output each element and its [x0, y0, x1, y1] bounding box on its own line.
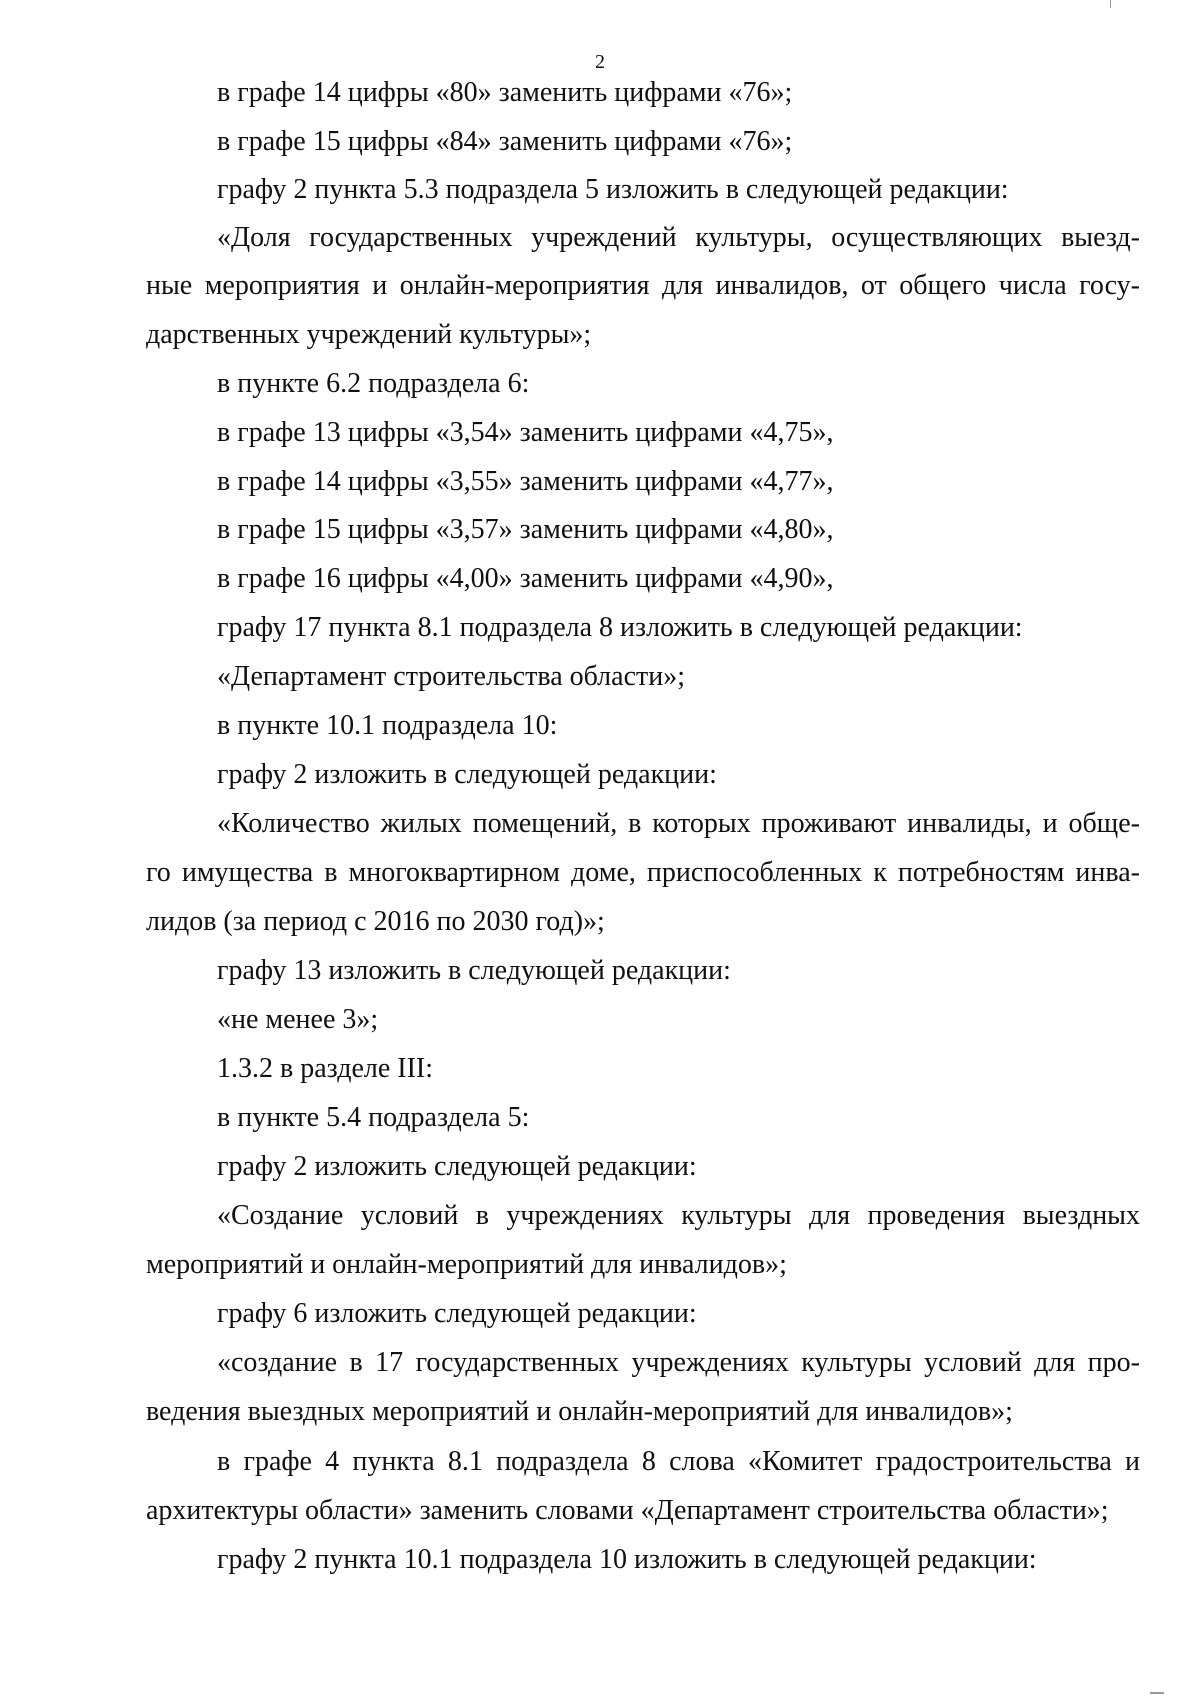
text-line-11: в графе 16 цифры «4,00» заменить цифрами «4,90»,: [217, 563, 834, 594]
text-line-12: графу 17 пункта 8.1 подраздела 8 изложить в следующей редакции:: [217, 612, 1023, 643]
text-line-25: мероприятий и онлайн-мероприятий для инвалидов»;: [146, 1249, 787, 1280]
scan-artifact-bottom-right: [1150, 1692, 1164, 1694]
text-line-16: «Количество жилых помещений, в которых проживают инвалиды, и обще-: [217, 808, 1140, 839]
text-line-2: в графе 15 цифры «84» заменить цифрами «76»;: [217, 126, 793, 157]
text-line-17: го имущества в многоквартирном доме, приспособленных к потребностям инва-: [146, 857, 1140, 888]
scan-artifact-top-right: [1110, 0, 1111, 8]
text-line-28: ведения выездных мероприятий и онлайн-мероприятий для инвалидов»;: [146, 1396, 1013, 1427]
text-line-26: графу 6 изложить следующей редакции:: [217, 1298, 697, 1329]
text-line-31: графу 2 пункта 10.1 подраздела 10 изложить в следующей редакции:: [217, 1544, 1037, 1575]
text-line-24: «Создание условий в учреждениях культуры для проведения выездных: [217, 1200, 1140, 1231]
text-line-27: «создание в 17 государственных учреждениях культуры условий для про-: [217, 1347, 1140, 1378]
text-line-18: лидов (за период с 2016 по 2030 год)»;: [146, 906, 605, 937]
text-line-3: графу 2 пункта 5.3 подраздела 5 изложить в следующей редакции:: [217, 174, 1009, 205]
text-line-15: графу 2 изложить в следующей редакции:: [217, 759, 717, 790]
text-line-9: в графе 14 цифры «3,55» заменить цифрами «4,77»,: [217, 466, 834, 497]
text-line-19: графу 13 изложить в следующей редакции:: [217, 955, 731, 986]
text-line-21: 1.3.2 в разделе III:: [217, 1053, 434, 1084]
text-line-5: ные мероприятия и онлайн-мероприятия для инвалидов, от общего числа госу-: [146, 270, 1140, 301]
text-line-23: графу 2 изложить следующей редакции:: [217, 1151, 697, 1182]
text-line-4: «Доля государственных учреждений культуры, осуществляющих выезд-: [217, 222, 1140, 253]
text-line-1: в графе 14 цифры «80» заменить цифрами «76»;: [217, 77, 793, 108]
text-line-30: архитектуры области» заменить словами «Департамент строительства области»;: [146, 1495, 1109, 1526]
text-line-29: в графе 4 пункта 8.1 подраздела 8 слова «Комитет градостроительства и: [217, 1446, 1140, 1477]
text-line-6: дарственных учреждений культуры»;: [146, 319, 592, 350]
text-line-7: в пункте 6.2 подраздела 6:: [217, 368, 530, 399]
text-line-8: в графе 13 цифры «3,54» заменить цифрами «4,75»,: [217, 417, 834, 448]
page-number: 2: [595, 51, 605, 73]
text-line-10: в графе 15 цифры «3,57» заменить цифрами «4,80»,: [217, 514, 834, 545]
text-line-22: в пункте 5.4 подраздела 5:: [217, 1102, 530, 1133]
text-line-14: в пункте 10.1 подраздела 10:: [217, 710, 558, 741]
text-line-13: «Департамент строительства области»;: [217, 661, 686, 692]
text-line-20: «не менее 3»;: [217, 1004, 379, 1035]
